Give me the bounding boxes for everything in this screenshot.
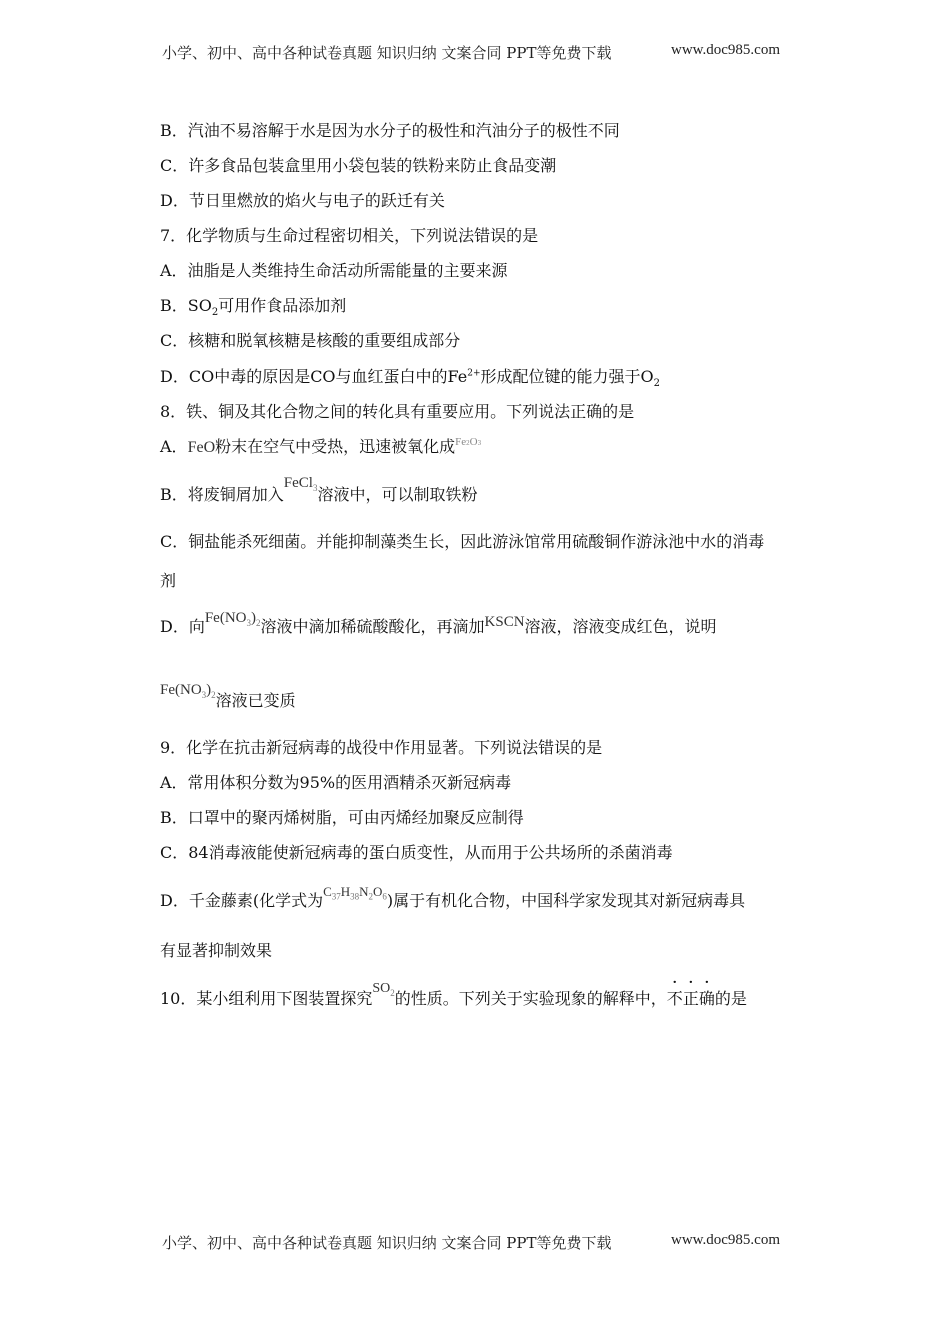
option-7d-text-1: D．CO中毒的原因是CO与血红蛋白中的Fe <box>160 367 468 386</box>
question-10-suffix: 的是 <box>714 989 747 1008</box>
formula-fe2o3: Fe2O3 <box>455 436 482 448</box>
option-9d-prefix: D．千金藤素(化学式为 <box>160 891 324 910</box>
option-7c: C．核糖和脱氧核糖是核酸的重要组成部分 <box>160 331 461 350</box>
footer-url[interactable]: www.doc985.com <box>671 1232 781 1248</box>
option-8c-line-2: 剂 <box>160 571 177 590</box>
option-8a-text: 粉末在空气中受热，迅速被氧化成 <box>215 437 456 456</box>
header-url[interactable]: www.doc985.com <box>671 42 781 58</box>
question-8: 8．铁、铜及其化合物之间的转化具有重要应用。下列说法正确的是 <box>160 402 635 421</box>
formula-fe-no3-2: $Fe(NO_3)_2$ <box>204 610 261 628</box>
option-9c: C．84消毒液能使新冠病毒的蛋白质变性，从而用于公共场所的杀菌消毒 <box>160 843 673 862</box>
option-6b: B．汽油不易溶解于水是因为水分子的极性和汽油分子的极性不同 <box>160 121 620 140</box>
question-10 <box>160 981 747 1010</box>
formula-fe-no3-2-b: $Fe(NO_3)_2$ <box>160 682 216 700</box>
question-9: 9．化学在抗击新冠病毒的战役中作用显著。下列说法错误的是 <box>160 738 603 757</box>
option-8a-prefix: A． <box>160 437 188 456</box>
formula-feo: FeO <box>187 439 216 456</box>
option-7d-text-2: 形成配位键的能力强于O <box>480 367 654 386</box>
option-8b <box>160 475 478 506</box>
option-7b <box>160 293 346 318</box>
emphasis-char-2: 正 <box>682 989 699 1008</box>
option-9a: A．常用体积分数为95%的医用酒精杀灭新冠病毒 <box>160 773 512 792</box>
question-10-prefix: 10．某小组利用下图装置探究 <box>160 989 373 1008</box>
emphasis-char-3: 确 <box>698 989 715 1008</box>
formula-c37h38n2o6: C37H38N2O6 <box>323 884 387 902</box>
option-9d-text: )属于有机化合物，中国科学家发现其对新冠病毒具 <box>386 891 746 910</box>
option-8a <box>160 434 481 457</box>
option-8b-text: 溶液中，可以制取铁粉 <box>317 485 478 504</box>
option-8d-line-2 <box>160 682 296 712</box>
header-slogan: 小学、初中、高中各种试卷真题 知识归纳 文案合同 PPT等免费下载 <box>162 44 612 62</box>
option-7d-superscript: 2+ <box>467 368 481 379</box>
option-8d-text: 溶液中滴加稀硫酸酸化，再滴加 <box>260 617 485 636</box>
option-7b-text: 可用作食品添加剂 <box>218 296 347 315</box>
option-8b-prefix: B．将废铜屑加入 <box>160 485 284 504</box>
option-8d-text-2: 溶液，溶液变成红色，说明 <box>524 617 717 636</box>
option-7a: A．油脂是人类维持生命活动所需能量的主要来源 <box>160 261 508 280</box>
option-7b-prefix: B．SO <box>160 296 212 315</box>
option-6c: C．许多食品包装盒里用小袋包装的铁粉来防止食品变潮 <box>160 156 557 175</box>
question-7: 7．化学物质与生命过程密切相关，下列说法错误的是 <box>160 226 539 245</box>
formula-fecl3: FeCl$_3$ <box>283 475 318 493</box>
option-9d <box>160 884 746 912</box>
option-8d-text-3: 溶液已变质 <box>215 691 296 710</box>
option-6d: D．节日里燃放的焰火与电子的跃迁有关 <box>160 191 445 210</box>
option-7d <box>160 364 660 389</box>
option-7d-subscript: 2 <box>653 378 661 390</box>
question-10-text: 的性质。下列关于实验现象的解释中， <box>394 989 667 1008</box>
formula-so2: $SO_2$ <box>372 981 395 998</box>
option-8d-prefix: D．向 <box>160 617 205 636</box>
formula-kscn: KSCN <box>484 614 525 630</box>
option-8d <box>160 610 717 638</box>
option-7b-subscript: 2 <box>211 307 219 319</box>
option-9b: B．口罩中的聚丙烯树脂，可由丙烯经加聚反应制得 <box>160 808 524 827</box>
emphasis-char-1: 不 <box>666 989 683 1008</box>
option-8c-line-1: C．铜盐能杀死细菌。并能抑制藻类生长，因此游泳馆常用硫酸铜作游泳池中水的消毒 <box>160 532 765 551</box>
footer-slogan: 小学、初中、高中各种试卷真题 知识归纳 文案合同 PPT等免费下载 <box>162 1234 612 1252</box>
option-9d-line-2: 有显著抑制效果 <box>160 941 273 960</box>
